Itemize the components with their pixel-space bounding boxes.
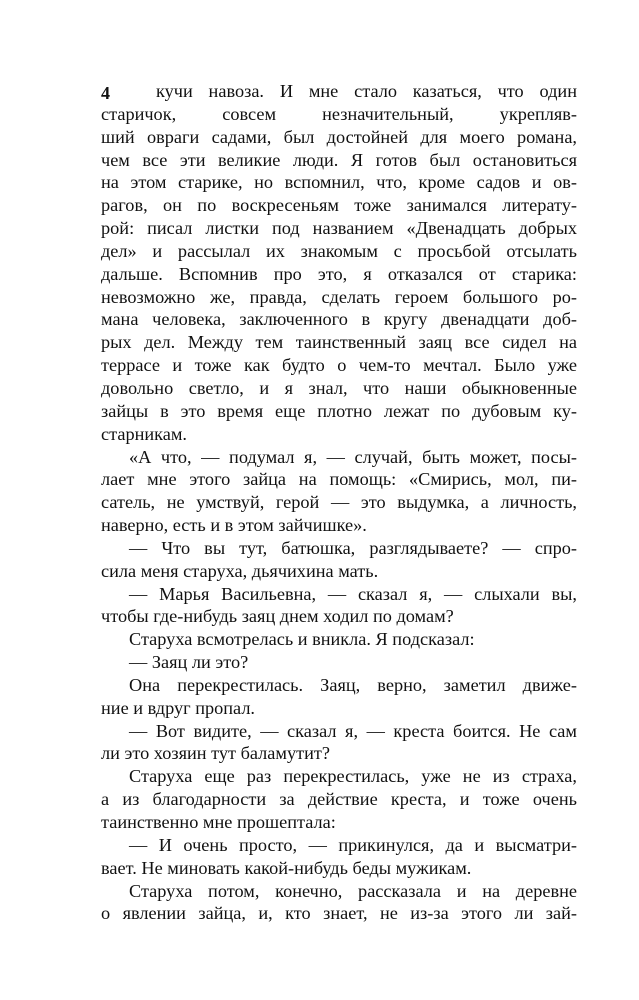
text-line: — Вот видите, — сказал я, — креста боится. Не сам (129, 720, 577, 741)
text-line: Старуха всмотрелась и вникла. Я подсказал: (129, 629, 475, 650)
text-line: наверно, есть и в этом зайчишке». (101, 515, 367, 536)
text-line: старникам. (101, 423, 188, 444)
text-line: ли это хозяин тут баламутит? (101, 743, 330, 764)
text-line: зайцы в это время еще плотно лежат по дубовым ку- (101, 400, 577, 421)
text-line: сатель, не умствуй, герой — это выдумка, а личность, (101, 492, 577, 513)
text-line: о явлении зайца, и, кто знает, не из-за этого ли зай- (101, 903, 577, 924)
text-line: «А что, — подумал я, — случай, быть может, посы- (129, 446, 577, 467)
text-line: лает мне этого зайца на помощь: «Смирись, мол, пи- (101, 469, 577, 490)
text-line: ние и вдруг пропал. (101, 697, 256, 718)
page-number: 4 (101, 83, 110, 103)
text-line: кучи навоза. И мне стало казаться, что один (156, 81, 577, 101)
body-text (101, 80, 577, 925)
text-line: таинственно мне прошептала: (101, 812, 336, 832)
text-line: террасе и тоже как будто о чем-то мечтал. Было уже (101, 355, 577, 376)
text-line: — Марья Васильевна, — сказал я, — слыхали вы, (129, 583, 577, 604)
text-line: чтобы где-нибудь заяц днем ходил по домам? (101, 606, 454, 627)
text-line: — Заяц ли это? (129, 652, 249, 673)
text-line: Она перекрестилась. Заяц, верно, заметил движе- (129, 674, 577, 695)
text-line: мана человека, заключенного в кругу двенадцати доб- (101, 309, 577, 330)
text-line: ший овраги садами, был достойней для моего романа, (101, 126, 577, 147)
text-line: сила меня старуха, дьячихина мать. (101, 560, 379, 581)
text-line: рых дел. Между тем таинственный заяц все сидел на (101, 332, 577, 353)
text-line: — И очень просто, — прикинулся, да и высматри- (129, 834, 577, 855)
text-line: чем все эти великие люди. Я готов был остановиться (101, 149, 577, 170)
text-line: Старуха еще раз перекрестилась, уже не из страха, (129, 766, 577, 787)
text-line: на этом старике, но вспомнил, что, кроме садов и ов- (101, 172, 577, 193)
text-line: рой: писал листки под названием «Двенадцать добрых (101, 218, 577, 239)
text-line: дел» и рассылал их знакомым с просьбой отсылать (101, 240, 577, 261)
text-line: довольно светло, и я знал, что наши обыкновенные (101, 377, 577, 398)
text-line: а из благодарности за действие креста, и тоже очень (101, 789, 577, 810)
text-line: старичок, совсем незначительный, укрепляв- (101, 103, 577, 124)
text-line: — Что вы тут, батюшка, разглядываете? — спро- (129, 537, 577, 558)
text-line: невозможно же, правда, сделать героем большого ро- (101, 286, 577, 307)
text-line: Старуха потом, конечно, рассказала и на деревне (129, 880, 577, 901)
text-line: вает. Не миновать какой-нибудь беды мужикам. (101, 857, 472, 878)
text-line: дальше. Вспомнив про это, я отказался от старика: (101, 263, 577, 284)
text-line: рагов, он по воскресеньям тоже занимался литерату- (101, 195, 577, 216)
